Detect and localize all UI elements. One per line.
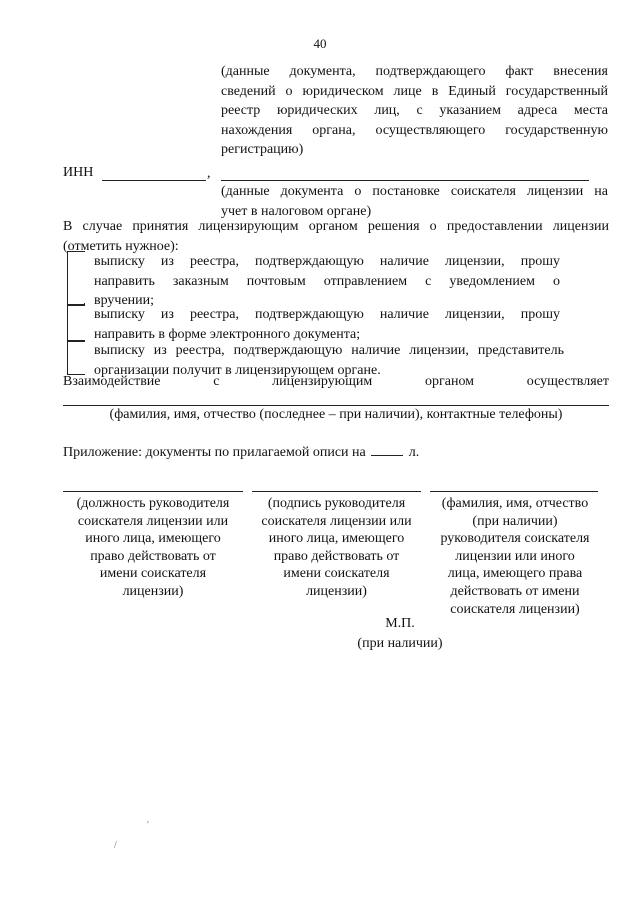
caption-line: лица, имеющего права: [447, 566, 583, 582]
signature-field[interactable]: [252, 491, 421, 492]
case-line-last: (отметить нужное):: [63, 238, 179, 254]
caption-line: лицензии): [122, 583, 184, 599]
attachment-suffix: л.: [408, 445, 420, 460]
caption-line: (подпись руководителя: [267, 496, 406, 511]
registry-line: сведений о юридическом лице в Единый государственный: [221, 83, 608, 99]
contact-person-field[interactable]: [63, 405, 609, 406]
caption-line: иного лица, имеющего: [85, 531, 221, 547]
contact-person-caption: (фамилия, имя, отчество (последнее – при наличии), контактные телефоны): [109, 407, 563, 422]
option-line-last: направить в форме электронного документа;: [94, 326, 361, 342]
attachment-statement: [63, 443, 419, 461]
option-electronic-document: [94, 305, 560, 344]
caption-line: (должность руководителя: [76, 496, 230, 511]
stamp-place: [300, 614, 500, 654]
attachment-pages-field[interactable]: [371, 443, 403, 456]
inn-label: ИНН: [63, 165, 94, 180]
option-line: выписку из реестра, подтверждающую наличие лицензии, прошу: [94, 254, 560, 269]
page-number: 40: [313, 36, 327, 51]
scan-mark: /: [114, 840, 117, 851]
caption-line: соискателя лицензии или: [261, 513, 412, 529]
scan-mark: ': [147, 820, 149, 831]
signature-caption: [244, 495, 429, 601]
tax-registration-field[interactable]: [221, 180, 589, 181]
checkbox-electronic-document[interactable]: [67, 305, 85, 341]
option-postal-delivery: [94, 252, 560, 310]
caption-line: действовать от имени: [450, 583, 580, 599]
position-caption: [58, 495, 248, 601]
caption-line: лицензии или иного: [455, 548, 575, 564]
caption-line: соискателя лицензии или: [77, 513, 229, 529]
full-name-caption: [422, 495, 608, 618]
caption-line: имени соискателя: [283, 566, 390, 582]
attachment-text: Приложение: документы по прилагаемой описи на: [63, 445, 366, 460]
tax-line: (данные документа о постановке соискателя лицензии на: [221, 184, 608, 199]
stamp-label: М.П.: [385, 616, 415, 631]
option-line: выписку из реестра, подтверждающую наличие лицензии, прошу: [94, 307, 560, 322]
caption-line: право действовать от: [273, 548, 400, 564]
caption-line: соискателя лицензии): [450, 601, 580, 617]
caption-line: руководителя соискателя: [440, 531, 590, 547]
option-line: направить заказным почтовым отправлением с уведомлением о: [94, 273, 560, 289]
caption-line: право действовать от: [90, 548, 216, 564]
caption-line: имени соискателя: [99, 566, 207, 582]
full-name-field[interactable]: [430, 491, 598, 492]
caption-line: (при наличии): [472, 513, 558, 529]
caption-line: (фамилия, имя, отчество: [441, 496, 589, 511]
registry-line: (данные документа, подтверждающего факт внесения: [221, 64, 608, 79]
tax-line-last: учет в налоговом органе): [221, 203, 372, 219]
license-decision-paragraph: [63, 217, 609, 256]
caption-line: иного лица, имеющего: [268, 531, 405, 547]
case-line: В случае принятия лицензирующим органом решения о предоставлении лицензии: [63, 219, 609, 234]
tax-registration-caption: [221, 182, 608, 221]
registry-line: реестр юридических лиц, с указанием адреса места: [221, 103, 608, 118]
inn-comma: ,: [207, 166, 211, 181]
registry-line-last: регистрацию): [221, 142, 304, 157]
position-field[interactable]: [63, 491, 243, 492]
interaction-statement: Взаимодействие с лицензирующим органом осуществляет: [63, 374, 609, 389]
option-line: выписку из реестра, подтверждающую наличие лицензии, представитель: [94, 343, 564, 358]
checkbox-postal-delivery[interactable]: [67, 251, 85, 305]
option-line-last: организации получит в лицензирующем органе.: [94, 362, 381, 378]
option-line-last: вручении;: [94, 293, 155, 308]
registry-line: нахождения органа, осуществляющего государственную: [221, 122, 608, 138]
caption-line: лицензии): [306, 583, 367, 599]
stamp-note: (при наличии): [357, 636, 443, 651]
inn-field[interactable]: [102, 180, 206, 181]
checkbox-pickup-in-office[interactable]: [67, 341, 85, 375]
registry-data-caption: [221, 62, 608, 160]
